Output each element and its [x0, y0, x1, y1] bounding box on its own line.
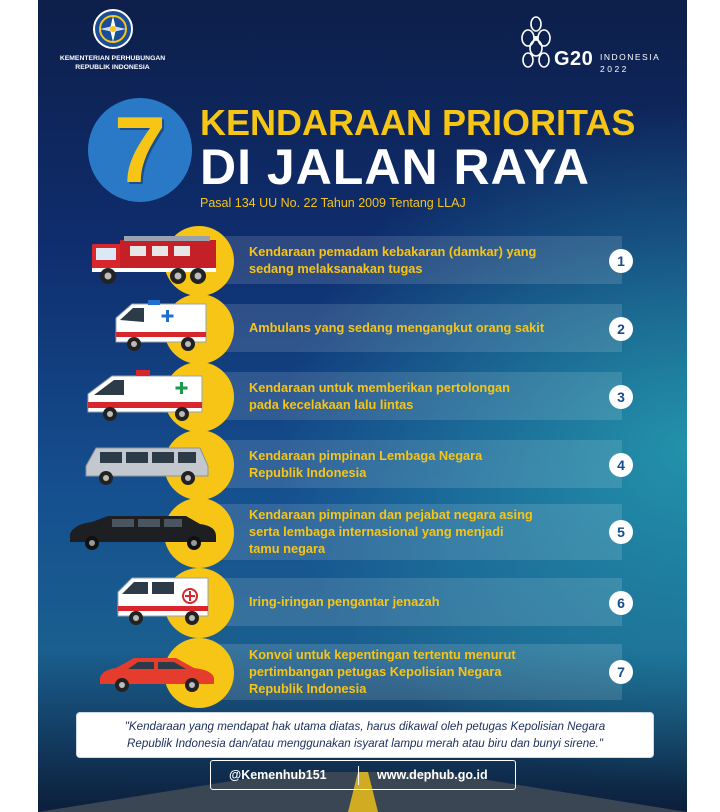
- ambulance-icon: [112, 298, 212, 356]
- right-margin: [687, 0, 720, 812]
- left-margin: [0, 0, 38, 812]
- social-divider: [358, 766, 359, 785]
- row-text-line: sedang melaksanakan tugas: [249, 261, 423, 276]
- row-text: [249, 319, 599, 336]
- row-text: [249, 593, 599, 610]
- row-text-line: serta lembaga internasional yang menjadi: [249, 524, 504, 539]
- row-number: 2: [609, 317, 633, 341]
- g20-word: G20: [554, 48, 594, 70]
- row-text-line: Iring-iringan pengantar jenazah: [249, 594, 440, 609]
- ministry-line1: KEMENTERIAN PERHUBUNGAN: [59, 55, 166, 62]
- list-item: [38, 298, 687, 360]
- fire-truck-icon: [90, 234, 220, 286]
- number-badge: [88, 98, 192, 202]
- list-item: [38, 230, 687, 292]
- footnote-line2: Republik Indonesia dan/atau menggunakan isyarat lampu merah atau biru dan bunyi sirene.": [127, 737, 603, 750]
- g20-country: INDONESIA: [600, 52, 661, 62]
- ministry-logo: [50, 8, 175, 72]
- row-text: [249, 243, 599, 277]
- row-text: [249, 379, 599, 413]
- row-text-line: Ambulans yang sedang mengangkut orang sakit: [249, 320, 545, 335]
- row-text-line: Kendaraan pimpinan dan pejabat negara asing: [249, 507, 533, 522]
- row-text-line: pada kecelakaan lalu lintas: [249, 397, 414, 412]
- g20-logo: [518, 10, 678, 80]
- row-text-line: pertimbangan petugas Kepolisian Negara: [249, 664, 502, 679]
- row-text-line: Republik Indonesia: [249, 681, 367, 696]
- website-link[interactable]: www.dephub.go.id: [377, 768, 488, 782]
- silver-limousine-icon: [82, 440, 212, 488]
- list-item: [38, 640, 687, 706]
- poster: [38, 0, 687, 812]
- ministry-line2: REPUBLIK INDONESIA: [75, 64, 150, 71]
- list-item: [38, 500, 687, 566]
- row-number: 3: [609, 385, 633, 409]
- row-text: [249, 506, 599, 557]
- hearse-van-icon: [114, 572, 214, 630]
- row-text-line: Kendaraan pimpinan Lembaga Negara: [249, 448, 483, 463]
- list-item: [38, 366, 687, 428]
- row-number: 7: [609, 660, 633, 684]
- row-number: 1: [609, 249, 633, 273]
- social-handle-link[interactable]: @Kemenhub151: [229, 768, 327, 782]
- row-text-line: Republik Indonesia: [249, 465, 367, 480]
- black-limousine-icon: [68, 512, 218, 552]
- row-text: [249, 646, 599, 697]
- row-text-line: Kendaraan pemadam kebakaran (damkar) yang: [249, 244, 537, 259]
- g20-year: 2022: [600, 64, 629, 74]
- row-number: 6: [609, 591, 633, 615]
- row-text: [249, 447, 599, 481]
- title-line1: KENDARAAN PRIORITAS: [200, 102, 636, 143]
- g20-kawung-icon: [518, 14, 554, 74]
- row-text-line: Kendaraan untuk memberikan pertolongan: [249, 380, 510, 395]
- list-item: [38, 572, 687, 634]
- social-links: [210, 760, 516, 790]
- ministry-name: [50, 54, 175, 72]
- ministry-emblem-icon: [92, 8, 134, 50]
- footnote: [76, 712, 654, 758]
- badge-number: 7: [113, 97, 167, 202]
- title-line2: DI JALAN RAYA: [200, 139, 590, 195]
- subtitle: Pasal 134 UU No. 22 Tahun 2009 Tentang LLAJ: [200, 196, 466, 210]
- row-text-line: tamu negara: [249, 541, 326, 556]
- footnote-line1: "Kendaraan yang mendapat hak utama diatas, harus dikawal oleh petugas Kepolisian Negara: [124, 720, 606, 733]
- red-car-icon: [98, 654, 216, 694]
- row-number: 4: [609, 453, 633, 477]
- rescue-van-icon: [84, 368, 210, 424]
- row-number: 5: [609, 520, 633, 544]
- list-item: [38, 434, 687, 496]
- row-text-line: Konvoi untuk kepentingan tertentu menurut: [249, 647, 516, 662]
